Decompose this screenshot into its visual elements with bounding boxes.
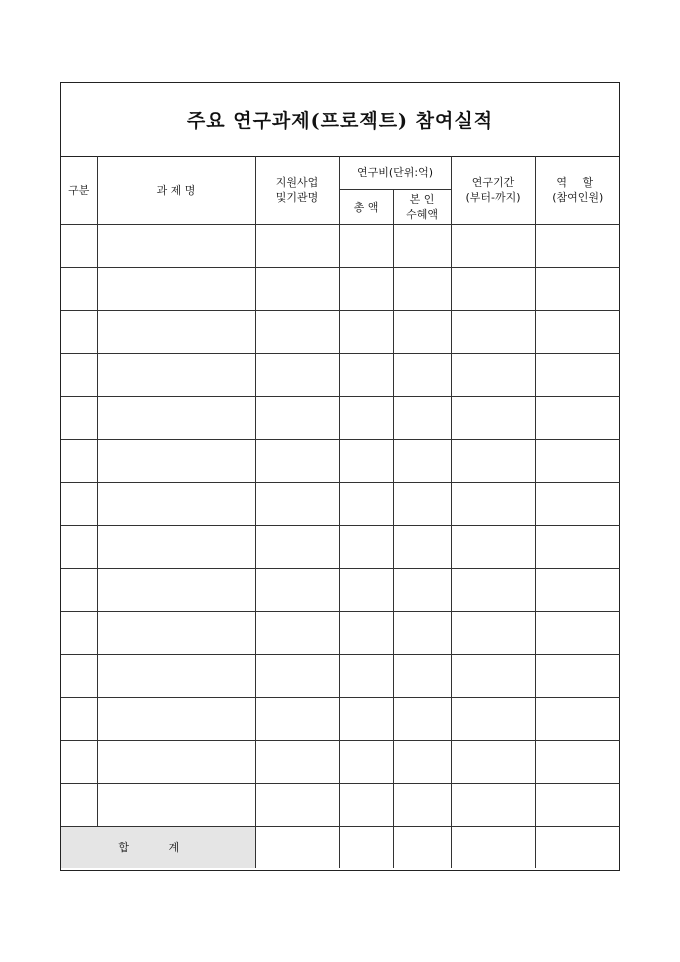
cell-period[interactable] <box>451 741 535 784</box>
cell-project-name[interactable] <box>97 526 255 569</box>
header-support-program <box>255 156 339 225</box>
cell-budget-self[interactable] <box>393 784 451 827</box>
cell-project-name[interactable] <box>97 311 255 354</box>
table-row <box>61 655 620 698</box>
cell-category[interactable] <box>61 483 97 526</box>
cell-role[interactable] <box>535 526 620 569</box>
cell-category[interactable] <box>61 311 97 354</box>
cell-role[interactable] <box>535 784 620 827</box>
header-budget-total: 총 액 <box>339 190 393 225</box>
cell-project-name[interactable] <box>97 440 255 483</box>
project-table <box>61 156 620 868</box>
cell-role[interactable] <box>535 741 620 784</box>
cell-period[interactable] <box>451 397 535 440</box>
table-row <box>61 225 620 268</box>
cell-budget-self[interactable] <box>393 397 451 440</box>
cell-support-program[interactable] <box>255 741 339 784</box>
header-period-line2: (부터-까지) <box>465 191 521 204</box>
cell-project-name[interactable] <box>97 354 255 397</box>
cell-role[interactable] <box>535 483 620 526</box>
cell-budget-total[interactable] <box>339 698 393 741</box>
cell-budget-total[interactable] <box>339 655 393 698</box>
header-row-1 <box>61 156 620 190</box>
cell-budget-total[interactable] <box>339 612 393 655</box>
cell-budget-total[interactable] <box>339 354 393 397</box>
cell-support-program[interactable] <box>255 354 339 397</box>
cell-budget-total[interactable] <box>339 483 393 526</box>
cell-category[interactable] <box>61 612 97 655</box>
header-support-program-line2: 및기관명 <box>275 191 319 204</box>
table-row <box>61 397 620 440</box>
cell-budget-self[interactable] <box>393 569 451 612</box>
cell-period[interactable] <box>451 612 535 655</box>
header-period <box>451 156 535 225</box>
table-row <box>61 483 620 526</box>
cell-support-program[interactable] <box>255 397 339 440</box>
table-row <box>61 311 620 354</box>
form-sheet <box>60 82 620 871</box>
table-row <box>61 354 620 397</box>
table-row <box>61 526 620 569</box>
header-category: 구분 <box>61 156 97 225</box>
cell-budget-total[interactable] <box>339 311 393 354</box>
cell-role[interactable] <box>535 397 620 440</box>
header-project-name: 과 제 명 <box>97 156 255 225</box>
header-budget: 연구비(단위:억) <box>339 156 451 190</box>
header-role-line2: (참여인원) <box>552 191 604 204</box>
cell-project-name[interactable] <box>97 569 255 612</box>
table-row <box>61 698 620 741</box>
cell-support-program[interactable] <box>255 698 339 741</box>
cell-support-program[interactable] <box>255 225 339 268</box>
cell-period[interactable] <box>451 225 535 268</box>
cell-support-program[interactable] <box>255 612 339 655</box>
cell-role[interactable] <box>535 698 620 741</box>
cell-period[interactable] <box>451 784 535 827</box>
table-row <box>61 440 620 483</box>
total-label: 합 계 <box>61 827 255 869</box>
cell-role[interactable] <box>535 354 620 397</box>
cell-role[interactable] <box>535 612 620 655</box>
cell-category[interactable] <box>61 698 97 741</box>
total-role[interactable] <box>535 827 620 869</box>
cell-project-name[interactable] <box>97 784 255 827</box>
cell-budget-total[interactable] <box>339 440 393 483</box>
cell-budget-self[interactable] <box>393 526 451 569</box>
table-row <box>61 268 620 311</box>
cell-category[interactable] <box>61 440 97 483</box>
cell-period[interactable] <box>451 698 535 741</box>
cell-category[interactable] <box>61 397 97 440</box>
header-support-program-line1: 지원사업 <box>275 176 319 189</box>
cell-project-name[interactable] <box>97 268 255 311</box>
total-row <box>61 827 620 869</box>
table-row <box>61 569 620 612</box>
cell-category[interactable] <box>61 741 97 784</box>
title-box <box>61 83 619 157</box>
cell-period[interactable] <box>451 526 535 569</box>
cell-budget-total[interactable] <box>339 569 393 612</box>
cell-category[interactable] <box>61 268 97 311</box>
header-role <box>535 156 620 225</box>
cell-project-name[interactable] <box>97 397 255 440</box>
cell-category[interactable] <box>61 784 97 827</box>
cell-budget-self[interactable] <box>393 354 451 397</box>
cell-support-program[interactable] <box>255 483 339 526</box>
header-budget-self-line1: 본 인 <box>409 193 435 206</box>
cell-role[interactable] <box>535 569 620 612</box>
cell-budget-self[interactable] <box>393 698 451 741</box>
header-budget-self-line2: 수혜액 <box>406 208 438 221</box>
cell-category[interactable] <box>61 225 97 268</box>
cell-support-program[interactable] <box>255 784 339 827</box>
cell-support-program[interactable] <box>255 311 339 354</box>
cell-project-name[interactable] <box>97 698 255 741</box>
cell-period[interactable] <box>451 354 535 397</box>
cell-budget-self[interactable] <box>393 655 451 698</box>
total-budget-total[interactable] <box>339 827 393 869</box>
cell-project-name[interactable] <box>97 612 255 655</box>
cell-project-name[interactable] <box>97 741 255 784</box>
cell-role[interactable] <box>535 311 620 354</box>
cell-budget-self[interactable] <box>393 440 451 483</box>
header-budget-self <box>393 190 451 225</box>
page-title: 주요 연구과제(프로젝트) 참여실적 <box>186 110 494 132</box>
table-row <box>61 741 620 784</box>
cell-role[interactable] <box>535 655 620 698</box>
cell-budget-self[interactable] <box>393 741 451 784</box>
cell-role[interactable] <box>535 225 620 268</box>
cell-budget-self[interactable] <box>393 612 451 655</box>
cell-project-name[interactable] <box>97 655 255 698</box>
table-row <box>61 612 620 655</box>
cell-budget-total[interactable] <box>339 397 393 440</box>
cell-support-program[interactable] <box>255 440 339 483</box>
cell-project-name[interactable] <box>97 483 255 526</box>
cell-budget-total[interactable] <box>339 526 393 569</box>
cell-budget-self[interactable] <box>393 225 451 268</box>
cell-category[interactable] <box>61 354 97 397</box>
cell-budget-self[interactable] <box>393 483 451 526</box>
cell-period[interactable] <box>451 655 535 698</box>
cell-period[interactable] <box>451 268 535 311</box>
cell-support-program[interactable] <box>255 268 339 311</box>
cell-support-program[interactable] <box>255 569 339 612</box>
cell-project-name[interactable] <box>97 225 255 268</box>
cell-support-program[interactable] <box>255 655 339 698</box>
cell-period[interactable] <box>451 311 535 354</box>
header-role-line1: 역 할 <box>556 176 600 189</box>
cell-budget-self[interactable] <box>393 268 451 311</box>
cell-budget-total[interactable] <box>339 268 393 311</box>
cell-budget-total[interactable] <box>339 741 393 784</box>
total-support-program[interactable] <box>255 827 339 869</box>
cell-budget-total[interactable] <box>339 225 393 268</box>
table-row <box>61 784 620 827</box>
total-budget-self[interactable] <box>393 827 451 869</box>
cell-period[interactable] <box>451 483 535 526</box>
cell-category[interactable] <box>61 569 97 612</box>
cell-category[interactable] <box>61 655 97 698</box>
cell-role[interactable] <box>535 440 620 483</box>
cell-category[interactable] <box>61 526 97 569</box>
cell-period[interactable] <box>451 569 535 612</box>
cell-role[interactable] <box>535 268 620 311</box>
total-period[interactable] <box>451 827 535 869</box>
cell-budget-total[interactable] <box>339 784 393 827</box>
header-period-line1: 연구기간 <box>471 176 515 189</box>
cell-period[interactable] <box>451 440 535 483</box>
cell-support-program[interactable] <box>255 526 339 569</box>
cell-budget-self[interactable] <box>393 311 451 354</box>
